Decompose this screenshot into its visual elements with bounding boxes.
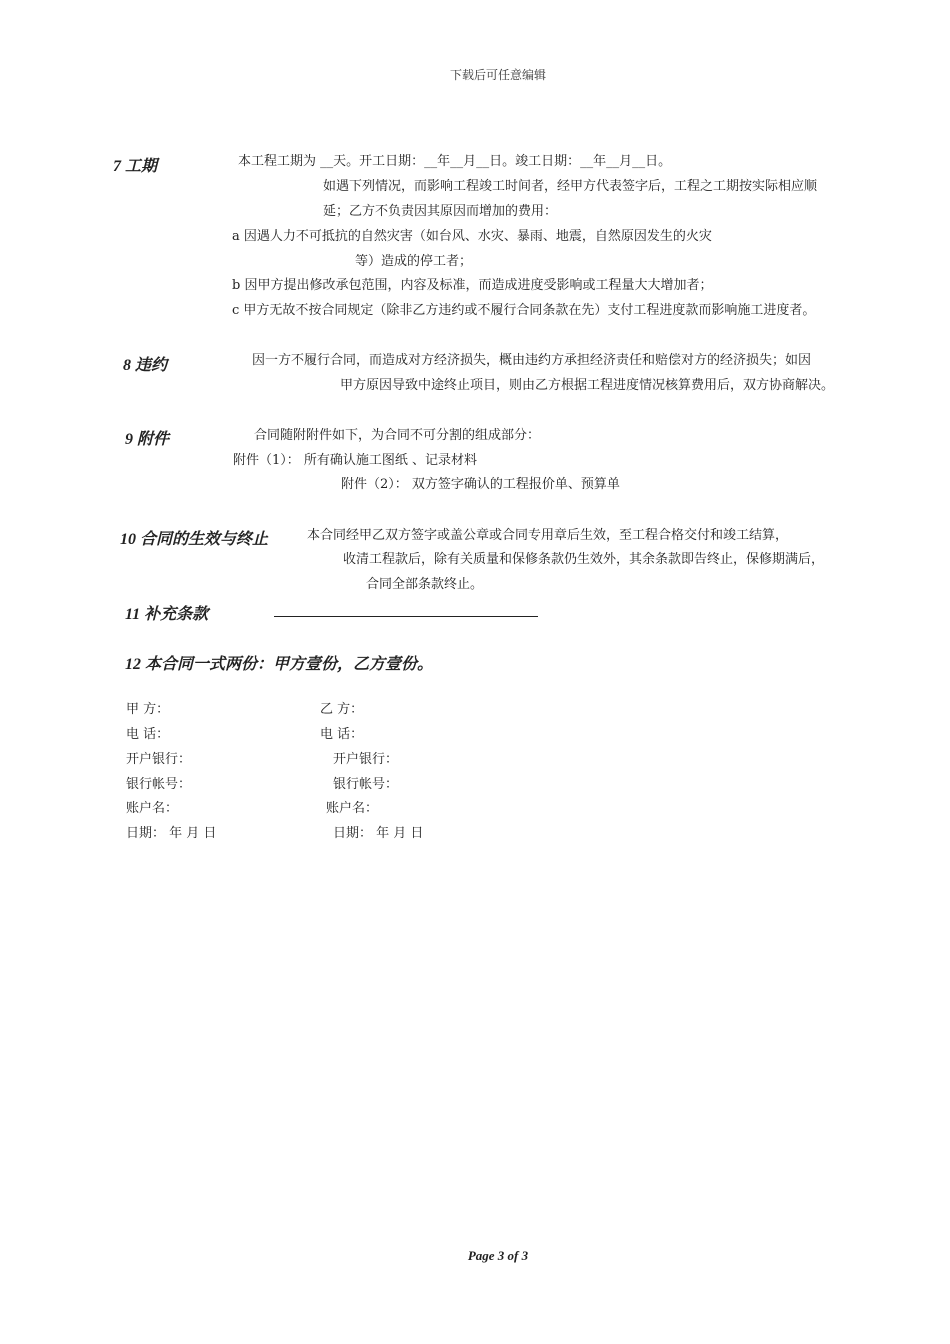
section-9-attachment-1: 附件（1）： 所有确认施工图纸 、记录材料 — [233, 453, 478, 468]
section-7-line-3: 延；乙方不负责因其原因而增加的费用： — [323, 204, 558, 219]
section-8-heading: 8 违约 — [123, 357, 168, 374]
party-a-phone-label: 电 话： — [126, 727, 170, 742]
party-b-label: 乙 方： — [320, 702, 364, 717]
section-9-line-1: 合同随附附件如下，为合同不可分割的组成部分： — [254, 428, 541, 443]
party-b-date-label: 日期： 年 月 日 — [333, 826, 424, 841]
party-b-phone-label: 电 话： — [320, 727, 364, 742]
section-7-item-b: b 因甲方提出修改承包范围，内容及标准，而造成进度受影响或工程量大大增加者； — [232, 278, 713, 293]
section-8-line-2: 甲方原因导致中途终止项目，则由乙方根据工程进度情况核算费用后，双方协商解决。 — [340, 378, 835, 393]
section-12-heading: 12 本合同一式两份：甲方壹份，乙方壹份。 — [125, 656, 434, 673]
section-7-item-a-line-1: a 因遇人力不可抵抗的自然灾害（如台风、水灾、暴雨、地震，自然原因发生的火灾 — [232, 229, 712, 244]
section-7-item-c: c 甲方无故不按合同规定（除非乙方违约或不履行合同条款在先）支付工程进度款而影响施工进度者。 — [232, 303, 816, 318]
section-7-heading: 7 工期 — [113, 158, 158, 175]
section-8-line-1: 因一方不履行合同，而造成对方经济损失，概由违约方承担经济责任和赔偿对方的经济损失；如因 — [252, 353, 812, 368]
section-9-attachment-2: 附件（2）： 双方签字确认的工程报价单、预算单 — [341, 477, 620, 492]
party-a-label: 甲 方： — [126, 702, 170, 717]
party-a-account-name-label: 账户名： — [126, 801, 179, 816]
party-b-account-no-label: 银行帐号： — [333, 777, 399, 792]
party-b-account-name-label: 账户名： — [326, 801, 379, 816]
section-9-heading: 9 附件 — [125, 431, 170, 448]
section-11-heading: 11 补充条款 — [125, 606, 209, 623]
section-10-heading: 10 合同的生效与终止 — [120, 531, 269, 548]
section-7-item-a-line-2: 等）造成的停工者； — [355, 254, 473, 269]
page-header: 下载后可任意编辑 — [449, 68, 546, 82]
section-10-line-2: 收清工程款后，除有关质量和保修条款仍生效外，其余条款即告终止，保修期满后， — [343, 552, 825, 567]
section-10-line-1: 本合同经甲乙双方签字或盖公章或合同专用章后生效，至工程合格交付和竣工结算， — [307, 528, 789, 543]
party-b-bank-label: 开户银行： — [333, 752, 399, 767]
section-10-line-3: 合同全部条款终止。 — [366, 577, 484, 592]
party-a-account-no-label: 银行帐号： — [126, 777, 192, 792]
section-7-line-2: 如遇下列情况，而影响工程竣工时间者，经甲方代表签字后，工程之工期按实际相应顺 — [323, 179, 818, 194]
party-a-date-label: 日期： 年 月 日 — [126, 826, 217, 841]
supplementary-terms-blank-line — [274, 616, 538, 617]
party-a-bank-label: 开户银行： — [126, 752, 192, 767]
section-7-line-1: 本工程工期为 __天。开工日期：__年__月__日。竣工日期：__年__月__日。 — [238, 154, 672, 169]
page-number-footer: Page 3 of 3 — [467, 1248, 529, 1263]
